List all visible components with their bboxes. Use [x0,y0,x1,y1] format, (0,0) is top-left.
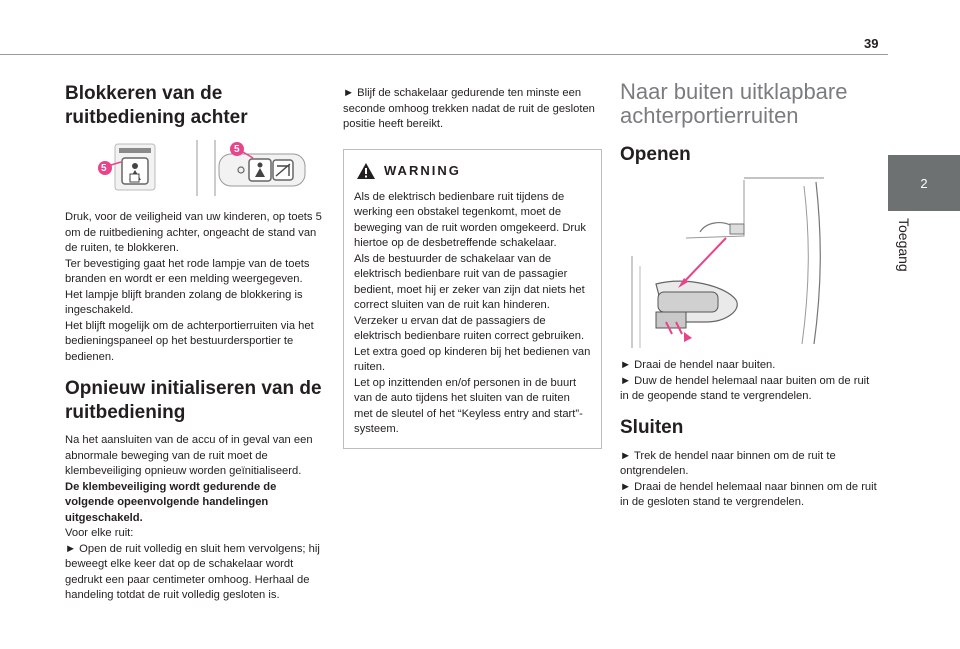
page-number: 39 [864,36,879,51]
header-rule [0,54,888,55]
chapter-number: 2 [920,175,928,191]
rear-window-latch-figure [626,176,824,348]
close-step-2: ► Draai de hendel helemaal naar binnen om de ruit in de gesloten stand te vergrendelen. [620,480,877,508]
warning-line: Let op inzittenden en/of personen in de buurt van de auto tijdens het sluiten van de ruiten met de sleutel of het “Keyless entry and start”-systeem. [354,376,583,435]
heading-hinged-windows: Naar buiten uitklapbare achterportierruiten [620,79,848,128]
column-1 [65,82,323,604]
child-lock-switch-illustration [97,138,307,198]
window-lock-switch-figure [97,138,307,198]
callout-5-left: 5 [101,163,107,174]
warning-body [354,190,591,438]
reinit-intro: Na het aansluiten van de accu of in geval van een abnormale beweging van de ruit moet de klembeveiliging opnieuw worden geïnitialiseerd. [65,434,313,477]
chapter-tab[interactable] [888,155,960,211]
heading-block-rear-windows: Blokkeren van de ruitbediening achter [65,83,248,128]
chapter-title: Toegang [896,218,912,272]
column-2 [343,86,602,449]
window-latch-illustration [626,176,824,348]
warning-header [354,162,591,180]
open-step-2: ► Duw de hendel helemaal naar buiten om de ruit in de geopende stand te vergrendelen. [620,374,870,402]
warning-line: Verzeker u ervan dat de passagiers de elektrisch bedienbare ruiten correct gebruiken. [354,314,585,342]
warning-line: Als de bestuurder de schakelaar van de elektrisch bedienbare ruit van de passagier bedient, moet hij er zeker van zijn dat niets het correct sluiten van de ruit kan hinderen. [354,252,585,311]
column-3 [620,80,880,511]
callout-5-right: 5 [234,144,240,155]
chapter-label [897,218,913,308]
reinit-warning-bold: De klembeveiliging wordt gedurende de volgende opeenvolgende handelingen uitgeschakeld. [65,480,277,524]
warning-title: WARNING [384,162,461,178]
warning-triangle-icon [356,162,376,180]
block-lamp-note: Het lampje blijft branden zolang de blokkering is ingeschakeld. [65,288,303,316]
heading-open: Openen [620,144,691,165]
warning-line: Let extra goed op kinderen bij het bedienen van ruiten. [354,345,591,373]
block-driver-panel-note: Het blijft mogelijk om de achterportierruiten via het bedieningspaneel op het bestuurdersportier te bedienen. [65,319,314,363]
heading-close: Sluiten [620,416,684,438]
reinit-step-2: ► Blijf de schakelaar gedurende ten minste een seconde omhoog trekken nadat de ruit de gesloten positie heeft bereikt. [343,87,595,130]
close-step-1: ► Trek de hendel naar binnen om de ruit te ontgrendelen. [620,449,836,477]
warning-box [343,149,602,449]
open-step-1: ► Draai de hendel naar buiten. [620,359,776,371]
reinit-each-window: Voor elke ruit: [65,527,134,539]
reinit-step-1: ► Open de ruit volledig en sluit hem vervolgens; hij beweegt elke keer dat op de schakelaar wordt gedrukt een paar centimeter omhoog. Herhaal de handeling totdat de ruit volledig gesloten is. [65,542,320,601]
block-instruction: Druk, voor de veiligheid van uw kinderen, op toets 5 om de ruitbediening achter, ongeacht de stand van de ruiten, te blokkeren. [65,211,322,254]
block-confirmation: Ter bevestiging gaat het rode lampje van de toets branden en wordt er een melding weergegeven. [65,257,310,285]
heading-reinitialise: Opnieuw initialiseren van de ruitbediening [65,378,322,423]
warning-line: Als de elektrisch bedienbare ruit tijdens de werking een obstakel tegenkomt, moet de beweging van de ruit worden omgekeerd. Druk hiertoe op de desbetreffende schakelaar. [354,190,586,249]
